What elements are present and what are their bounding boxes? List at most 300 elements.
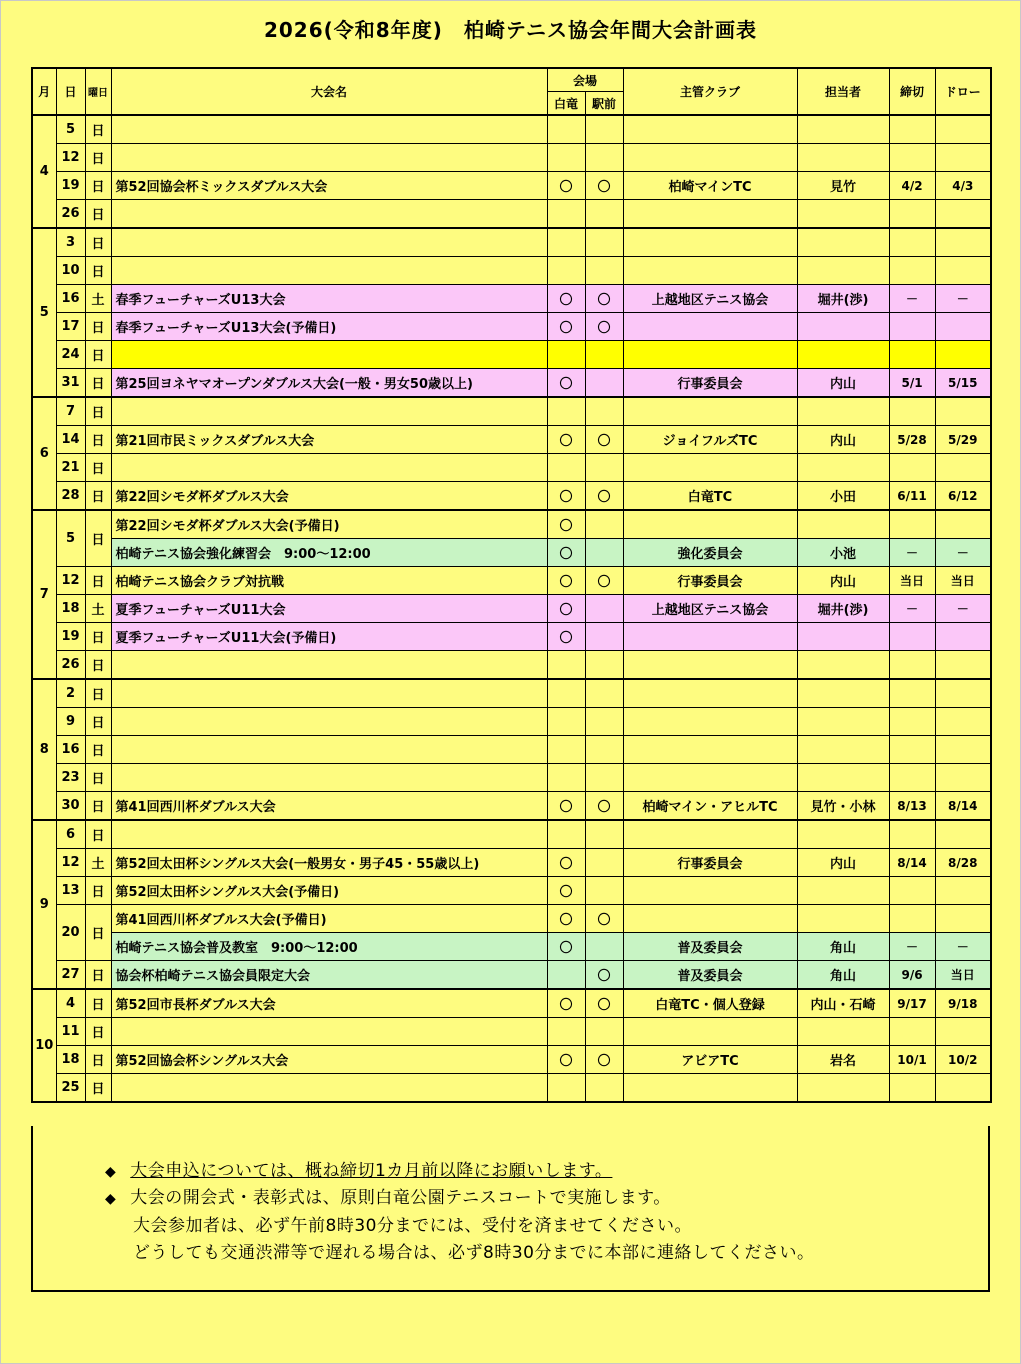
day-cell: 11: [56, 1018, 85, 1046]
table-row: [32, 764, 991, 792]
table-body: [32, 115, 991, 1102]
venue-ekimae-cell: [585, 679, 623, 708]
club-cell: [623, 708, 797, 736]
deadline-cell: [889, 651, 935, 680]
event-name-cell: 第52回太田杯シングルス大会(予備日): [111, 877, 547, 905]
event-name-cell: 第22回シモダ杯ダブルス大会: [111, 482, 547, 511]
table-row: [32, 115, 991, 144]
venue-ekimae-cell: [585, 849, 623, 877]
club-cell: 白竜TC・個人登録: [623, 989, 797, 1018]
venue-hakuryu-cell: 〇: [547, 285, 585, 313]
venue-hakuryu-cell: 〇: [547, 539, 585, 567]
table-row: [32, 820, 991, 849]
weekday-cell: 日: [85, 172, 111, 200]
event-name-cell: [111, 115, 547, 144]
event-name-cell: 第41回西川杯ダブルス大会(予備日): [111, 905, 547, 933]
draw-cell: 10/2: [935, 1046, 991, 1074]
note-line-3: 大会参加者は、必ず午前8時30分までには、受付を済ませてください。: [133, 1216, 692, 1236]
table-row: [32, 708, 991, 736]
person-cell: 内山: [797, 369, 889, 398]
event-name-cell: 夏季フューチャーズU11大会(予備日): [111, 623, 547, 651]
day-cell: 18: [56, 1046, 85, 1074]
table-row: [32, 933, 991, 961]
deadline-cell: [889, 708, 935, 736]
day-cell: 4: [56, 989, 85, 1018]
weekday-cell: 日: [85, 877, 111, 905]
event-name-cell: [111, 397, 547, 426]
club-cell: [623, 510, 797, 539]
deadline-cell: [889, 115, 935, 144]
draw-cell: [935, 228, 991, 257]
draw-cell: 9/18: [935, 989, 991, 1018]
draw-cell: [935, 454, 991, 482]
club-cell: 上越地区テニス協会: [623, 595, 797, 623]
venue-hakuryu-cell: [547, 257, 585, 285]
person-cell: [797, 1074, 889, 1103]
person-cell: [797, 736, 889, 764]
deadline-cell: [889, 200, 935, 229]
draw-cell: [935, 1018, 991, 1046]
table-row: [32, 961, 991, 990]
person-cell: 見竹: [797, 172, 889, 200]
table-row: [32, 1018, 991, 1046]
day-cell: 21: [56, 454, 85, 482]
deadline-cell: －: [889, 595, 935, 623]
person-cell: 堀井(渉): [797, 595, 889, 623]
club-cell: [623, 736, 797, 764]
draw-cell: －: [935, 595, 991, 623]
venue-ekimae-cell: 〇: [585, 172, 623, 200]
club-cell: 行事委員会: [623, 369, 797, 398]
deadline-cell: 5/1: [889, 369, 935, 398]
table-row: [32, 228, 991, 257]
event-name-cell: [111, 200, 547, 229]
weekday-cell: 土: [85, 595, 111, 623]
person-cell: 内山: [797, 849, 889, 877]
table-row: [32, 567, 991, 595]
venue-ekimae-cell: 〇: [585, 905, 623, 933]
weekday-cell: 日: [85, 1046, 111, 1074]
venue-ekimae-cell: [585, 877, 623, 905]
deadline-cell: 5/28: [889, 426, 935, 454]
day-cell: 5: [56, 510, 85, 567]
draw-cell: [935, 115, 991, 144]
day-cell: 3: [56, 228, 85, 257]
venue-ekimae-cell: 〇: [585, 482, 623, 511]
weekday-cell: 日: [85, 679, 111, 708]
weekday-cell: 日: [85, 989, 111, 1018]
club-cell: 普及委員会: [623, 933, 797, 961]
venue-hakuryu-cell: [547, 764, 585, 792]
weekday-cell: 日: [85, 313, 111, 341]
person-cell: 角山: [797, 961, 889, 990]
club-cell: ジョイフルズTC: [623, 426, 797, 454]
day-cell: 28: [56, 482, 85, 511]
month-cell: 6: [32, 397, 56, 510]
draw-cell: －: [935, 285, 991, 313]
weekday-cell: 日: [85, 397, 111, 426]
page-title: 2026(令和8年度) 柏崎テニス協会年間大会計画表: [263, 18, 758, 42]
club-cell: [623, 764, 797, 792]
venue-hakuryu-cell: 〇: [547, 482, 585, 511]
deadline-cell: [889, 454, 935, 482]
table-row: [32, 482, 991, 511]
day-cell: 16: [56, 736, 85, 764]
venue-hakuryu-cell: 〇: [547, 510, 585, 539]
person-cell: [797, 679, 889, 708]
event-name-cell: 第21回市民ミックスダブルス大会: [111, 426, 547, 454]
venue-ekimae-cell: [585, 708, 623, 736]
club-cell: [623, 679, 797, 708]
table-row: [32, 1046, 991, 1074]
person-cell: [797, 510, 889, 539]
table-row: [32, 623, 991, 651]
person-cell: [797, 764, 889, 792]
day-cell: 6: [56, 820, 85, 849]
event-name-cell: 第22回シモダ杯ダブルス大会(予備日): [111, 510, 547, 539]
weekday-cell: 日: [85, 820, 111, 849]
venue-hakuryu-cell: 〇: [547, 792, 585, 821]
deadline-cell: [889, 313, 935, 341]
day-cell: 2: [56, 679, 85, 708]
day-cell: 10: [56, 257, 85, 285]
table-row: [32, 651, 991, 680]
draw-cell: [935, 764, 991, 792]
table-row: [32, 397, 991, 426]
venue-hakuryu-cell: [547, 200, 585, 229]
day-cell: 19: [56, 623, 85, 651]
event-name-cell: [111, 651, 547, 680]
venue-hakuryu-cell: [547, 341, 585, 369]
draw-cell: 8/14: [935, 792, 991, 821]
draw-cell: 8/28: [935, 849, 991, 877]
venue-ekimae-cell: [585, 820, 623, 849]
weekday-cell: 日: [85, 228, 111, 257]
day-cell: 26: [56, 651, 85, 680]
day-cell: 24: [56, 341, 85, 369]
note-line-2: ◆ 大会の開会式・表彰式は、原則白竜公園テニスコートで実施します。: [105, 1188, 671, 1208]
event-name-cell: 柏崎テニス協会普及教室 9:00～12:00: [111, 933, 547, 961]
club-cell: [623, 115, 797, 144]
person-cell: 小田: [797, 482, 889, 511]
deadline-cell: 8/14: [889, 849, 935, 877]
person-cell: [797, 341, 889, 369]
draw-cell: 5/15: [935, 369, 991, 398]
day-cell: 12: [56, 567, 85, 595]
club-cell: 柏崎マイン・アヒルTC: [623, 792, 797, 821]
venue-ekimae-cell: [585, 1018, 623, 1046]
person-cell: [797, 228, 889, 257]
table-row: [32, 510, 991, 539]
person-cell: 堀井(渉): [797, 285, 889, 313]
venue-hakuryu-cell: [547, 820, 585, 849]
weekday-cell: 日: [85, 764, 111, 792]
weekday-cell: 日: [85, 905, 111, 961]
venue-hakuryu-cell: 〇: [547, 426, 585, 454]
weekday-cell: 日: [85, 961, 111, 990]
person-cell: [797, 454, 889, 482]
event-name-cell: 柏崎テニス協会強化練習会 9:00～12:00: [111, 539, 547, 567]
club-cell: [623, 1074, 797, 1103]
notes-box: [31, 1126, 990, 1292]
day-cell: 9: [56, 708, 85, 736]
deadline-cell: [889, 397, 935, 426]
table-row: [32, 849, 991, 877]
person-cell: [797, 905, 889, 933]
venue-hakuryu-cell: [547, 454, 585, 482]
venue-hakuryu-cell: 〇: [547, 1046, 585, 1074]
club-cell: 強化委員会: [623, 539, 797, 567]
venue-hakuryu-cell: [547, 736, 585, 764]
draw-cell: [935, 341, 991, 369]
draw-cell: 4/3: [935, 172, 991, 200]
club-cell: 行事委員会: [623, 567, 797, 595]
deadline-cell: [889, 820, 935, 849]
draw-cell: [935, 510, 991, 539]
weekday-cell: 日: [85, 623, 111, 651]
day-cell: 14: [56, 426, 85, 454]
club-cell: [623, 905, 797, 933]
event-name-cell: [111, 764, 547, 792]
event-name-cell: [111, 228, 547, 257]
table-row: [32, 200, 991, 229]
venue-hakuryu-cell: 〇: [547, 905, 585, 933]
person-cell: 内山: [797, 567, 889, 595]
draw-cell: [935, 708, 991, 736]
table-row: [32, 341, 991, 369]
draw-cell: [935, 313, 991, 341]
deadline-cell: [889, 877, 935, 905]
club-cell: [623, 144, 797, 172]
deadline-cell: [889, 905, 935, 933]
deadline-cell: －: [889, 539, 935, 567]
weekday-cell: 日: [85, 482, 111, 511]
club-cell: 柏崎マインTC: [623, 172, 797, 200]
venue-ekimae-cell: [585, 623, 623, 651]
club-cell: [623, 257, 797, 285]
event-name-cell: [111, 341, 547, 369]
day-cell: 27: [56, 961, 85, 990]
club-cell: 白竜TC: [623, 482, 797, 511]
deadline-cell: [889, 623, 935, 651]
club-cell: [623, 200, 797, 229]
venue-hakuryu-cell: [547, 115, 585, 144]
month-cell: 5: [32, 228, 56, 397]
person-cell: [797, 144, 889, 172]
table-row: [32, 877, 991, 905]
event-name-cell: 春季フューチャーズU13大会(予備日): [111, 313, 547, 341]
table-row: [32, 257, 991, 285]
day-cell: 31: [56, 369, 85, 398]
club-cell: [623, 820, 797, 849]
table-header: [32, 68, 991, 115]
venue-hakuryu-cell: [547, 144, 585, 172]
draw-cell: [935, 736, 991, 764]
month-cell: 4: [32, 115, 56, 228]
event-name-cell: 夏季フューチャーズU11大会: [111, 595, 547, 623]
month-cell: 10: [32, 989, 56, 1102]
person-cell: [797, 877, 889, 905]
schedule-table: [31, 67, 992, 1103]
day-cell: 5: [56, 115, 85, 144]
deadline-cell: 10/1: [889, 1046, 935, 1074]
event-name-cell: 第25回ヨネヤマオープンダブルス大会(一般・男女50歳以上): [111, 369, 547, 398]
weekday-cell: 日: [85, 736, 111, 764]
deadline-cell: [889, 510, 935, 539]
table-row: [32, 679, 991, 708]
venue-ekimae-cell: [585, 454, 623, 482]
venue-hakuryu-cell: [547, 1074, 585, 1103]
club-cell: [623, 454, 797, 482]
club-cell: アビアTC: [623, 1046, 797, 1074]
draw-cell: 6/12: [935, 482, 991, 511]
deadline-cell: －: [889, 933, 935, 961]
draw-cell: [935, 905, 991, 933]
deadline-cell: －: [889, 285, 935, 313]
venue-hakuryu-cell: 〇: [547, 595, 585, 623]
day-cell: 13: [56, 877, 85, 905]
club-cell: [623, 341, 797, 369]
weekday-cell: 日: [85, 369, 111, 398]
header-day: 日: [56, 68, 85, 115]
draw-cell: [935, 144, 991, 172]
venue-ekimae-cell: 〇: [585, 426, 623, 454]
table-row: [32, 595, 991, 623]
weekday-cell: 日: [85, 708, 111, 736]
day-cell: 7: [56, 397, 85, 426]
day-cell: 26: [56, 200, 85, 229]
event-name-cell: 第52回市長杯ダブルス大会: [111, 989, 547, 1018]
person-cell: [797, 257, 889, 285]
person-cell: [797, 313, 889, 341]
event-name-cell: [111, 736, 547, 764]
table-row: [32, 426, 991, 454]
club-cell: 普及委員会: [623, 961, 797, 990]
deadline-cell: 6/11: [889, 482, 935, 511]
deadline-cell: [889, 1018, 935, 1046]
person-cell: [797, 115, 889, 144]
table-row: [32, 1074, 991, 1103]
deadline-cell: [889, 764, 935, 792]
event-name-cell: [111, 679, 547, 708]
venue-ekimae-cell: [585, 257, 623, 285]
venue-ekimae-cell: 〇: [585, 989, 623, 1018]
venue-ekimae-cell: [585, 341, 623, 369]
event-name-cell: 柏崎テニス協会クラブ対抗戦: [111, 567, 547, 595]
weekday-cell: 日: [85, 510, 111, 567]
venue-hakuryu-cell: 〇: [547, 933, 585, 961]
header-deadline: 締切: [889, 68, 935, 115]
deadline-cell: 9/17: [889, 989, 935, 1018]
weekday-cell: 日: [85, 792, 111, 821]
club-cell: [623, 397, 797, 426]
venue-ekimae-cell: [585, 1074, 623, 1103]
venue-ekimae-cell: [585, 539, 623, 567]
person-cell: [797, 200, 889, 229]
venue-hakuryu-cell: 〇: [547, 567, 585, 595]
draw-cell: [935, 651, 991, 680]
venue-hakuryu-cell: [547, 679, 585, 708]
venue-hakuryu-cell: [547, 1018, 585, 1046]
venue-hakuryu-cell: [547, 397, 585, 426]
event-name-cell: [111, 257, 547, 285]
club-cell: [623, 623, 797, 651]
weekday-cell: 日: [85, 200, 111, 229]
venue-hakuryu-cell: 〇: [547, 313, 585, 341]
draw-cell: [935, 679, 991, 708]
draw-cell: －: [935, 933, 991, 961]
day-cell: 17: [56, 313, 85, 341]
club-cell: 上越地区テニス協会: [623, 285, 797, 313]
weekday-cell: 土: [85, 285, 111, 313]
venue-hakuryu-cell: 〇: [547, 989, 585, 1018]
weekday-cell: 日: [85, 426, 111, 454]
venue-ekimae-cell: [585, 115, 623, 144]
table-row: [32, 172, 991, 200]
person-cell: 小池: [797, 539, 889, 567]
person-cell: [797, 623, 889, 651]
weekday-cell: 土: [85, 849, 111, 877]
venue-ekimae-cell: 〇: [585, 567, 623, 595]
day-cell: 12: [56, 849, 85, 877]
month-cell: 9: [32, 820, 56, 989]
deadline-cell: [889, 1074, 935, 1103]
venue-ekimae-cell: [585, 200, 623, 229]
draw-cell: [935, 623, 991, 651]
person-cell: [797, 820, 889, 849]
venue-ekimae-cell: 〇: [585, 285, 623, 313]
person-cell: 見竹・小林: [797, 792, 889, 821]
person-cell: [797, 397, 889, 426]
club-cell: [623, 313, 797, 341]
venue-ekimae-cell: 〇: [585, 313, 623, 341]
day-cell: 19: [56, 172, 85, 200]
deadline-cell: [889, 736, 935, 764]
weekday-cell: 日: [85, 144, 111, 172]
deadline-cell: [889, 341, 935, 369]
weekday-cell: 日: [85, 651, 111, 680]
draw-cell: 当日: [935, 961, 991, 990]
event-name-cell: [111, 1018, 547, 1046]
day-cell: 12: [56, 144, 85, 172]
club-cell: [623, 228, 797, 257]
person-cell: 角山: [797, 933, 889, 961]
venue-ekimae-cell: 〇: [585, 1046, 623, 1074]
event-name-cell: [111, 820, 547, 849]
venue-ekimae-cell: [585, 397, 623, 426]
venue-hakuryu-cell: [547, 228, 585, 257]
weekday-cell: 日: [85, 1018, 111, 1046]
draw-cell: [935, 200, 991, 229]
club-cell: [623, 651, 797, 680]
table-row: [32, 539, 991, 567]
venue-ekimae-cell: [585, 736, 623, 764]
weekday-cell: 日: [85, 454, 111, 482]
event-name-cell: [111, 1074, 547, 1103]
person-cell: [797, 708, 889, 736]
day-cell: 20: [56, 905, 85, 961]
person-cell: [797, 1018, 889, 1046]
venue-hakuryu-cell: 〇: [547, 623, 585, 651]
event-name-cell: [111, 454, 547, 482]
header-month: 月: [32, 68, 56, 115]
weekday-cell: 日: [85, 1074, 111, 1103]
header-club: 主管クラブ: [623, 68, 797, 115]
weekday-cell: 日: [85, 257, 111, 285]
venue-hakuryu-cell: [547, 961, 585, 990]
month-cell: 8: [32, 679, 56, 820]
event-name-cell: 第52回太田杯シングルス大会(一般男女・男子45・55歳以上): [111, 849, 547, 877]
